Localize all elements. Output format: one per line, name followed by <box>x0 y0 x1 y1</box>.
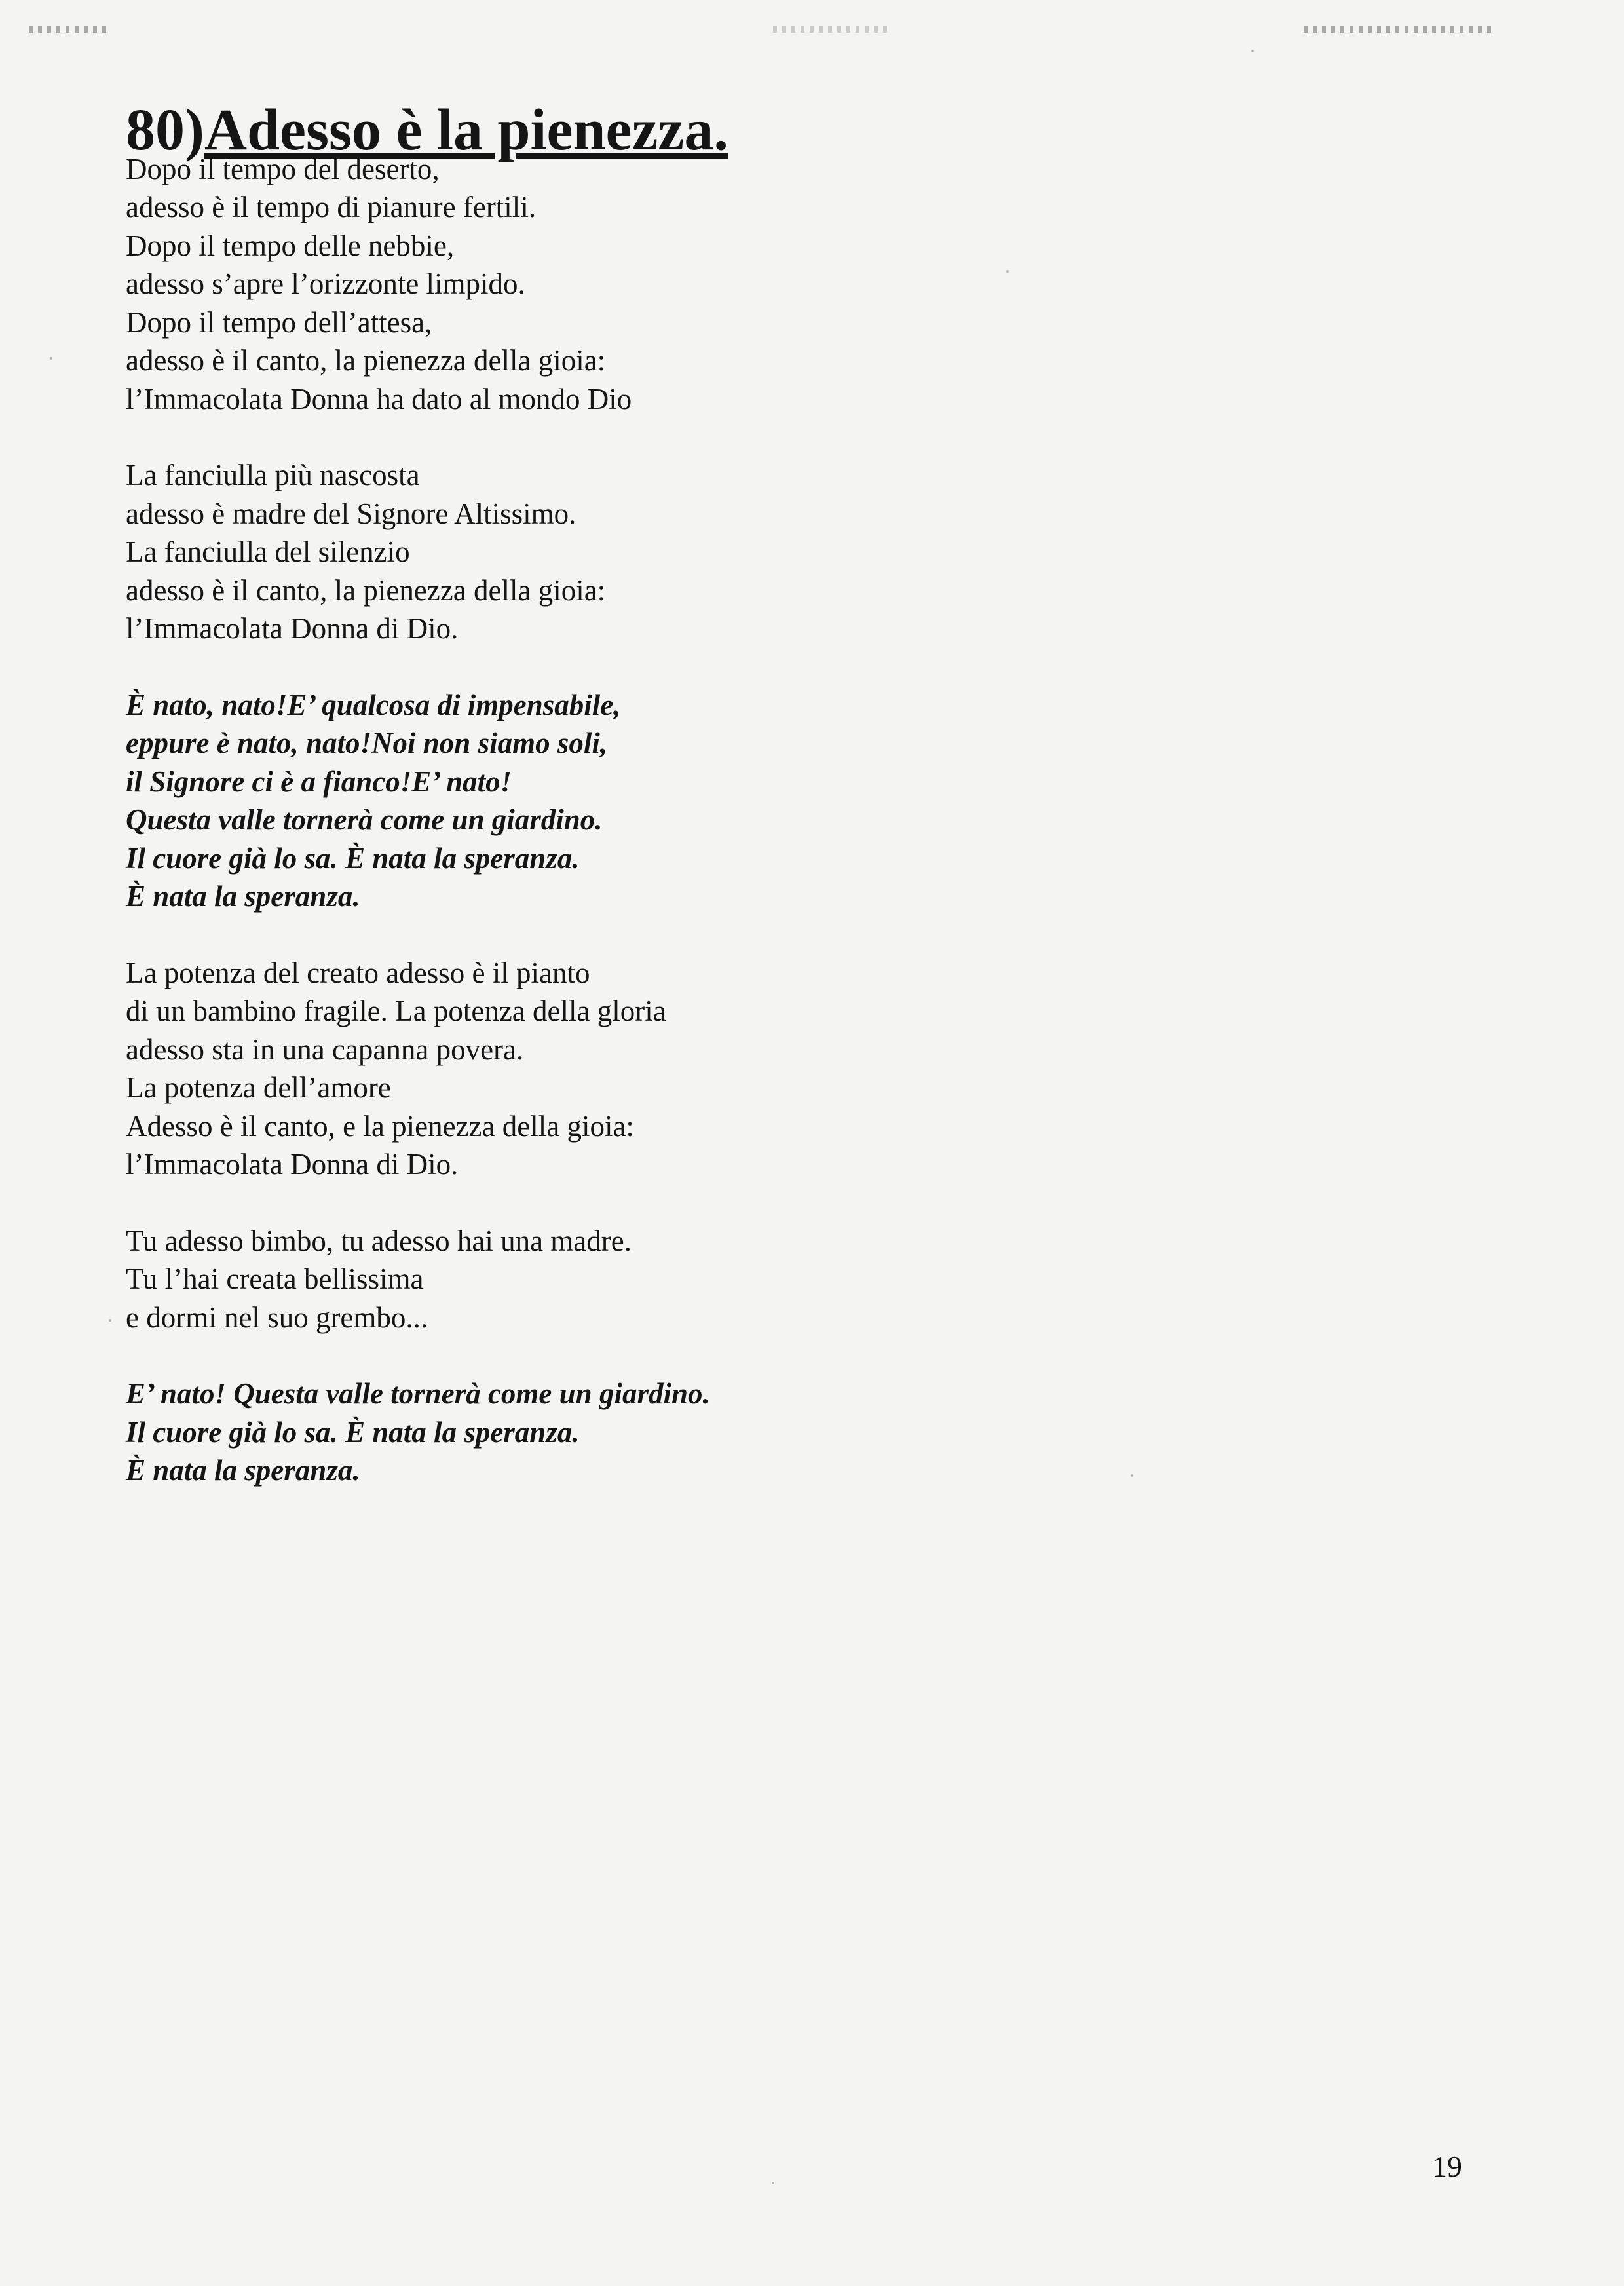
lyric-line: La potenza del creato adesso è il pianto <box>126 956 590 989</box>
lyric-line: È nato, nato!E’ qualcosa di impensabile, <box>126 688 621 721</box>
lyric-line: Il cuore già lo sa. È nata la speranza. <box>126 841 580 875</box>
scan-speck <box>109 1319 111 1322</box>
lyric-line: adesso è madre del Signore Altissimo. <box>126 497 576 530</box>
lyric-line: Dopo il tempo dell’attesa, <box>126 305 432 339</box>
song-title: Adesso è la pienezza. <box>204 98 728 162</box>
verse-stanza <box>126 954 1108 1184</box>
refrain-stanza <box>126 686 1108 916</box>
lyric-line: La potenza dell’amore <box>126 1071 391 1104</box>
lyric-line: adesso sta in una capanna povera. <box>126 1033 524 1066</box>
refrain-stanza <box>126 1375 1108 1490</box>
lyric-line: Tu adesso bimbo, tu adesso hai una madre. <box>126 1224 632 1257</box>
lyric-line: Questa valle tornerà come un giardino. <box>126 803 603 836</box>
lyric-line: l’Immacolata Donna di Dio. <box>126 612 459 645</box>
lyric-line: È nata la speranza. <box>126 880 360 913</box>
song-heading <box>126 98 1108 162</box>
lyric-line: e dormi nel suo grembo... <box>126 1301 428 1334</box>
lyrics <box>126 150 1108 1490</box>
lyric-line: Dopo il tempo del deserto, <box>126 152 440 185</box>
lyric-line: eppure è nato, nato!Noi non siamo soli, <box>126 727 608 759</box>
verse-stanza <box>126 456 1108 648</box>
lyric-line: Tu l’hai creata bellissima <box>126 1263 424 1295</box>
page-number: 19 <box>1432 2150 1462 2183</box>
lyric-line: di un bambino fragile. La potenza della gloria <box>126 995 666 1027</box>
lyric-line: La fanciulla più nascosta <box>126 459 420 491</box>
scan-speck <box>1131 1474 1133 1477</box>
lyric-line: Il cuore già lo sa. È nata la speranza. <box>126 1415 580 1449</box>
lyric-line: adesso è il tempo di pianure fertili. <box>126 191 537 223</box>
lyric-line: adesso è il canto, la pienezza della gioia: <box>126 573 606 607</box>
verse-stanza <box>126 150 1108 419</box>
scan-speck <box>50 357 52 360</box>
scan-speck <box>1251 50 1254 52</box>
lyric-line: Dopo il tempo delle nebbie, <box>126 229 455 262</box>
lyric-line: adesso s’apre l’orizzonte limpido. <box>126 267 525 300</box>
scan-speck <box>772 2182 774 2184</box>
scan-edge-left <box>29 26 107 33</box>
lyric-line: Adesso è il canto, e la pienezza della gioia: <box>126 1109 634 1143</box>
lyric-line: È nata la speranza. <box>126 1454 360 1487</box>
song-number: 80) <box>126 98 204 162</box>
lyric-line: E’ nato! Questa valle tornerà come un giardino. <box>126 1377 710 1410</box>
lyric-line: il Signore ci è a fianco!E’ nato! <box>126 765 512 798</box>
scan-edge-middle <box>773 26 891 33</box>
song-page <box>126 98 1108 1528</box>
lyric-line: La fanciulla del silenzio <box>126 535 410 568</box>
scan-edge-right <box>1304 26 1494 33</box>
lyric-line: adesso è il canto, la pienezza della gioia: <box>126 344 606 377</box>
lyric-line: l’Immacolata Donna di Dio. <box>126 1148 459 1181</box>
lyric-line: l’Immacolata Donna ha dato al mondo Dio <box>126 382 632 415</box>
verse-stanza <box>126 1222 1108 1337</box>
